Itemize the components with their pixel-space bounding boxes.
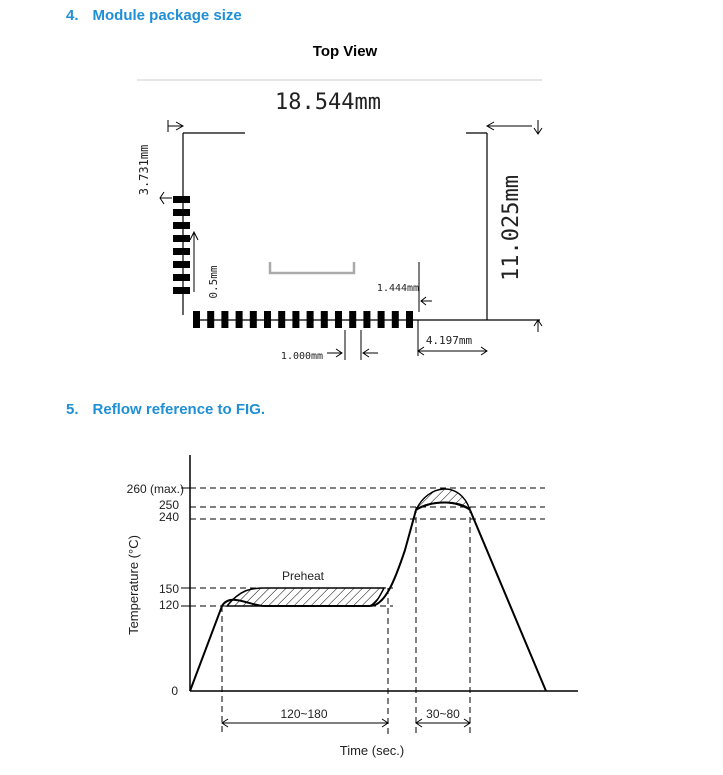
y-tick-label: 120 bbox=[158, 598, 179, 612]
x-axis-label: Time (sec.) bbox=[339, 743, 405, 758]
dim-height-label: 11.025mm bbox=[499, 175, 524, 281]
section-title: Reflow reference to FIG. bbox=[92, 401, 266, 418]
reflow-window-label: 30~80 bbox=[426, 707, 460, 721]
section-number: 5. bbox=[66, 401, 79, 418]
y-axis-label: Temperature (°C) bbox=[126, 535, 141, 635]
preheat-label: Preheat bbox=[281, 569, 325, 583]
dim-pitch-label: 1.444mm bbox=[376, 283, 420, 294]
top-view-caption: Top View bbox=[312, 43, 378, 60]
y-tick-label: 150 bbox=[158, 582, 179, 596]
y-tick-label: 260 (max.) bbox=[126, 482, 184, 496]
dim-right-offset-label: 4.197mm bbox=[425, 334, 473, 347]
preheat-window-label: 120~180 bbox=[280, 707, 328, 721]
dim-gap-label: 1.000mm bbox=[280, 351, 324, 362]
dim-width-label: 18.544mm bbox=[275, 90, 381, 115]
y-tick-label: 250 bbox=[158, 498, 179, 512]
y-tick-label: 0 bbox=[171, 684, 178, 698]
section-title: Module package size bbox=[92, 7, 242, 24]
section-number: 4. bbox=[66, 7, 79, 24]
dim-pad-width-label: 0.5mm bbox=[207, 265, 220, 299]
dim-left-offset-label: 3.731mm bbox=[137, 144, 151, 196]
y-tick-label: 240 bbox=[158, 510, 179, 524]
